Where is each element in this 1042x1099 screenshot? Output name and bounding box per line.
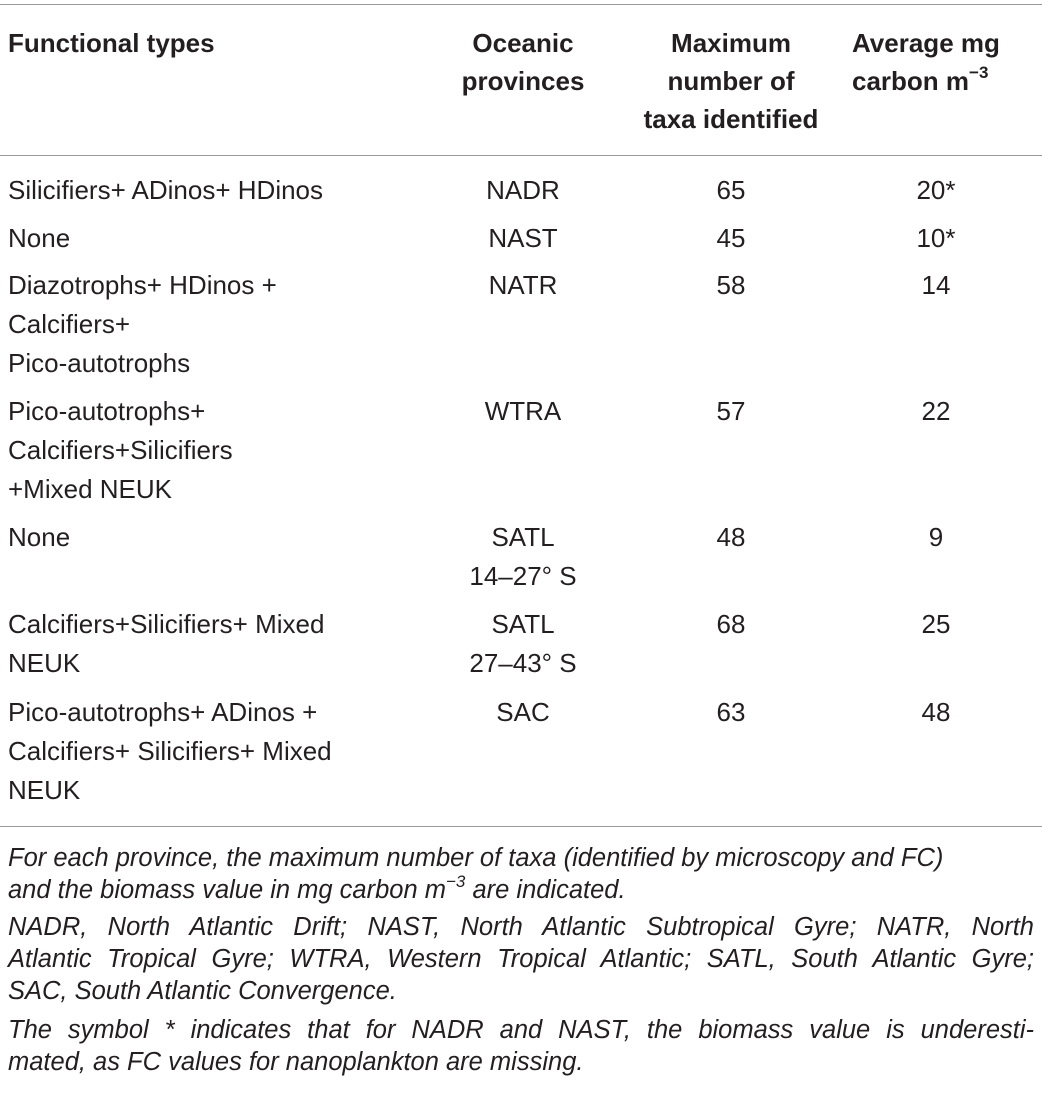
cell-functional-types: None xyxy=(8,223,71,253)
cell-province: SATL 14–27° S xyxy=(469,522,577,591)
cell-max-taxa: 68 xyxy=(716,609,746,639)
footnote-taxa-biomass: For each province, the maximum number of taxa (identified by microscopy and FC) and the biomass value in mg carbon $m^{-3}$ are indicated. xyxy=(8,844,944,904)
cell-functional-types: None xyxy=(8,522,71,552)
cell-avg-carbon: 20* xyxy=(916,175,956,205)
cell-province: NATR xyxy=(488,270,558,300)
cell-province: SATL 27–43° S xyxy=(469,609,577,678)
cell-functional-types: Diazotrophs+ HDinos + Calcifiers+ Pico-autotrophs xyxy=(8,270,277,378)
cell-avg-carbon: 25 xyxy=(921,609,951,639)
table-top-rule xyxy=(0,4,1042,5)
cell-functional-types: Silicifiers+ ADinos+ HDinos xyxy=(8,175,324,205)
cell-functional-types: Calcifiers+Silicifiers+ Mixed NEUK xyxy=(8,609,325,678)
header-functional-types: Functional types xyxy=(8,28,215,58)
footnote-province-abbreviations: NADR, North Atlantic Drift; NAST, North Atlantic Subtropical Gyre; NATR, North Atlantic Tropical Gyre; WTRA, Western Tropical Atlantic; SATL, South Atlantic Gyre; SAC, South Atlantic Convergence. xyxy=(8,913,1034,1005)
header-avg-carbon: Average mg carbon $m^{-3}$ xyxy=(852,28,1000,96)
cell-avg-carbon: 9 xyxy=(928,522,944,552)
cell-province: NADR xyxy=(486,175,560,205)
cell-max-taxa: 63 xyxy=(716,697,746,727)
footnote-asterisk: The symbol * indicates that for NADR and NAST, the biomass value is underesti- mated, as FC values for nanoplankton are missing. xyxy=(8,1016,1034,1076)
header-oceanic-provinces: Oceanic provinces xyxy=(461,28,585,96)
cell-avg-carbon: 10* xyxy=(916,223,956,253)
cell-max-taxa: 45 xyxy=(716,223,746,253)
cell-province: WTRA xyxy=(484,396,562,426)
cell-avg-carbon: 48 xyxy=(921,697,951,727)
cell-province: SAC xyxy=(496,697,550,727)
cell-avg-carbon: 22 xyxy=(921,396,951,426)
cell-avg-carbon: 14 xyxy=(921,270,951,300)
header-max-taxa: Maximum number of taxa identified xyxy=(643,28,819,134)
header-rule xyxy=(0,155,1042,156)
cell-max-taxa: 48 xyxy=(716,522,746,552)
cell-max-taxa: 58 xyxy=(716,270,746,300)
cell-province: NAST xyxy=(488,223,558,253)
cell-functional-types: Pico-autotrophs+ Calcifiers+Silicifiers +Mixed NEUK xyxy=(8,396,233,504)
cell-max-taxa: 57 xyxy=(716,396,746,426)
cell-max-taxa: 65 xyxy=(716,175,746,205)
table-bottom-rule xyxy=(0,826,1042,827)
cell-functional-types: Pico-autotrophs+ ADinos + Calcifiers+ Silicifiers+ Mixed NEUK xyxy=(8,697,332,805)
